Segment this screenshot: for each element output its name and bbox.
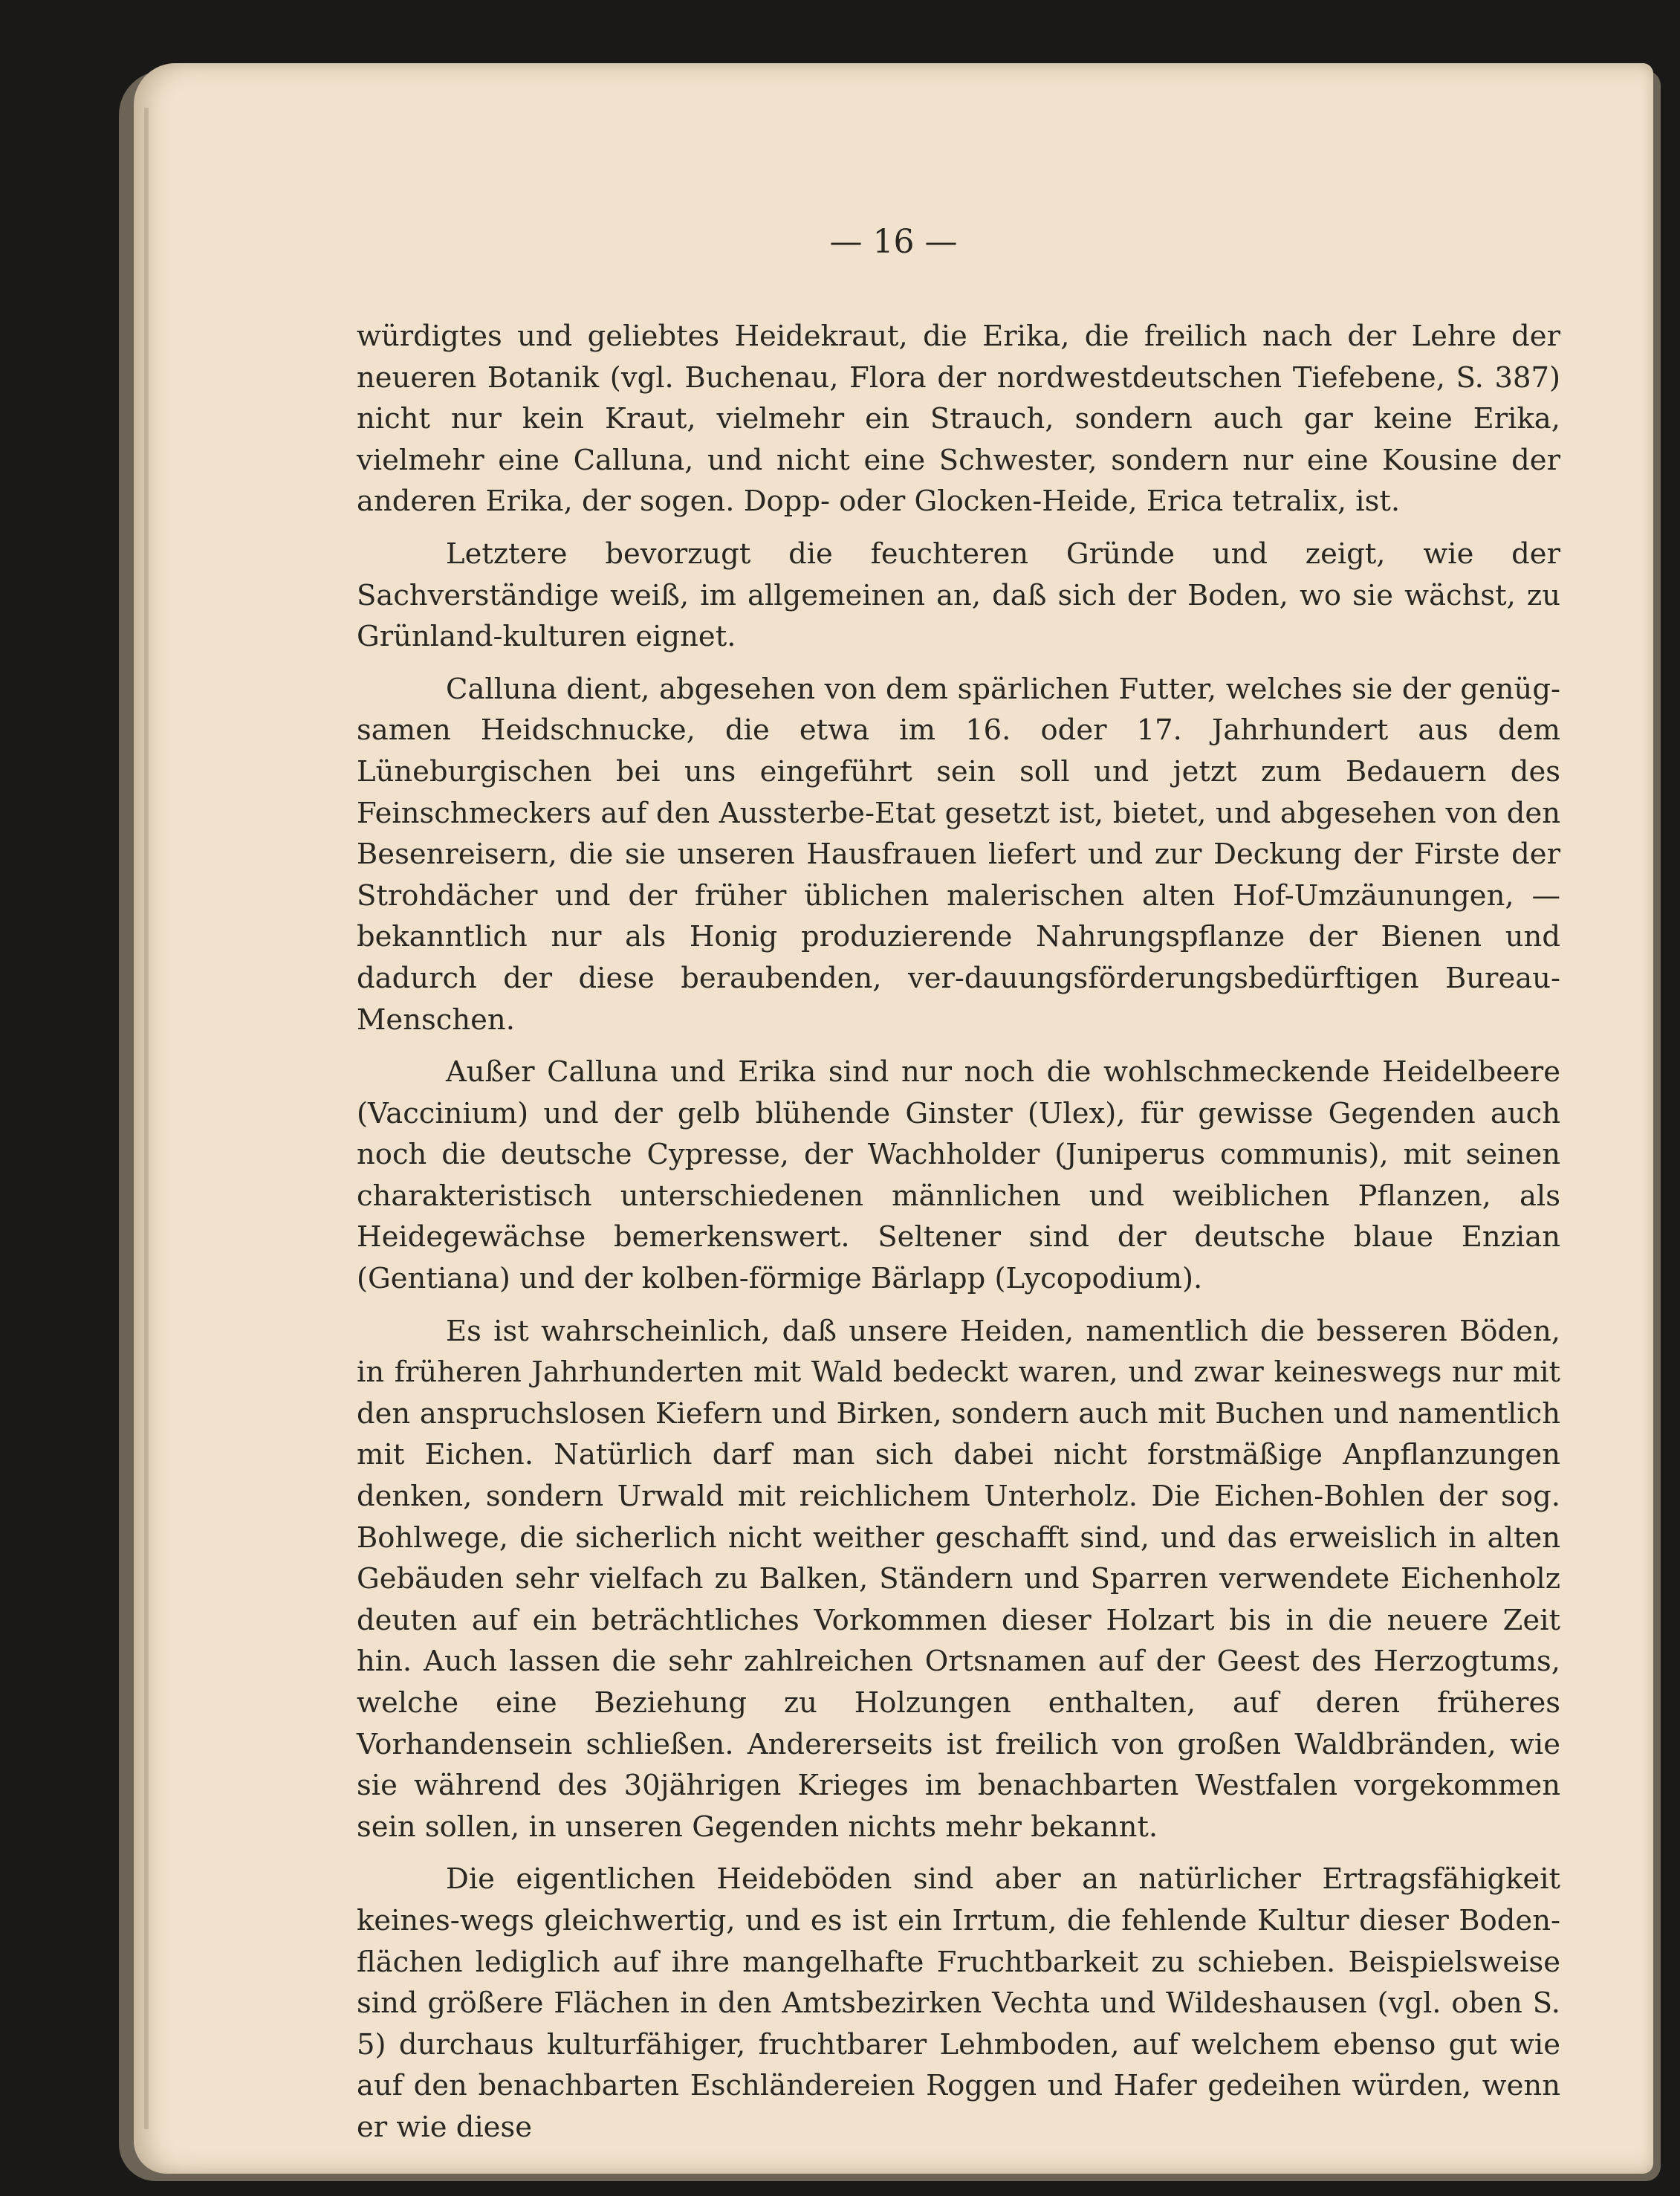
paragraph-1: würdigtes und geliebtes Heidekraut, die Erika, die freilich nach der Lehre der neueren Botanik (vgl. Buchenau, Flora der nordwestdeutschen Tiefebene, S. 387) nicht nur kein Kraut, vielmehr ein Strauch, sondern auch gar keine Erika, vielmehr eine Calluna, und nicht eine Schwester, sondern nur eine Kousine der anderen Erika, der sogen. Dopp- oder Glocken-Heide, Erica tetralix, ist. [357,320,1560,519]
paragraph-3: Calluna dient, abgesehen von dem spärlichen Futter, welches sie der genüg-samen Heidschnucke, die etwa im 16. oder 17. Jahrhundert aus dem Lüneburgischen bei uns eingeführt sein soll und jetzt zum Bedauern des Feinschmeckers auf den Aussterbe-Etat gesetzt ist, bietet, und abgesehen von den Besenreisern, die sie unseren Hausfrauen liefert und zur Deckung der Firste der Strohdächer und der früher üblichen malerischen alten Hof-Umzäunungen, — bekanntlich nur als Honig produzierende Nahrungspflanze der Bienen und dadurch der diese beraubenden, ver-dauungsförderungsbedürftigen Bureau-Menschen. [357,672,1560,1037]
page-body [357,316,1560,2160]
page-gutter [144,108,149,2129]
paragraph-6: Die eigentlichen Heideböden sind aber an natürlicher Ertragsfähigkeit keines-wegs gleichwertig, und es ist ein Irrtum, die fehlende Kultur dieser Boden-flächen lediglich auf ihre mangelhafte Fruchtbarkeit zu schieben. Beispielsweise sind größere Flächen in den Amtsbezirken Vechta und Wildeshausen (vgl. oben S. 5) durchaus kulturfähiger, fruchtbarer Lehmboden, auf welchem ebenso gut wie auf den benachbarten Eschländereien Roggen und Hafer gedeihen würden, wenn er wie diese [357,1862,1560,2144]
book-page [134,63,1653,2174]
paragraph-2: Letztere bevorzugt die feuchteren Gründe und zeigt, wie der Sachverständige weiß, im allgemeinen an, daß sich der Boden, wo sie wächst, zu Grünland-kulturen eignet. [357,537,1560,654]
paragraph-5: Es ist wahrscheinlich, daß unsere Heiden, namentlich die besseren Böden, in früheren Jahrhunderten mit Wald bedeckt waren, und zwar keineswegs nur mit den anspruchslosen Kiefern und Birken, sondern auch mit Buchen und namentlich mit Eichen. Natürlich darf man sich dabei nicht forstmäßige Anpflanzungen denken, sondern Urwald mit reichlichem Unterholz. Die Eichen-Bohlen der sog. Bohlwege, die sicherlich nicht weither geschafft sind, und das erweislich in alten Gebäuden sehr vielfach zu Balken, Ständern und Sparren verwendete Eichenholz deuten auf ein beträchtliches Vorkommen dieser Holzart bis in die neuere Zeit hin. Auch lassen die sehr zahlreichen Ortsnamen auf der Geest des Herzogtums, welche eine Beziehung zu Holzungen enthalten, auf deren früheres Vorhandensein schließen. Andererseits ist freilich von großen Waldbränden, wie sie während des 30jährigen Krieges im benachbarten Westfalen vorgekommen sein sollen, in unseren Gegenden nichts mehr bekannt. [357,1314,1560,1844]
paragraph-4: Außer Calluna und Erika sind nur noch die wohlschmeckende Heidelbeere (Vaccinium) und der gelb blühende Ginster (Ulex), für gewisse Gegenden auch noch die deutsche Cypresse, der Wachholder (Juniperus communis), mit seinen charakteristisch unterschiedenen männlichen und weiblichen Pflanzen, als Heidegewächse bemerkenswert. Seltener sind der deutsche blaue Enzian (Gentiana) und der kolben-förmige Bärlapp (Lycopodium). [357,1055,1560,1296]
page-number: — 16 — [829,223,958,261]
